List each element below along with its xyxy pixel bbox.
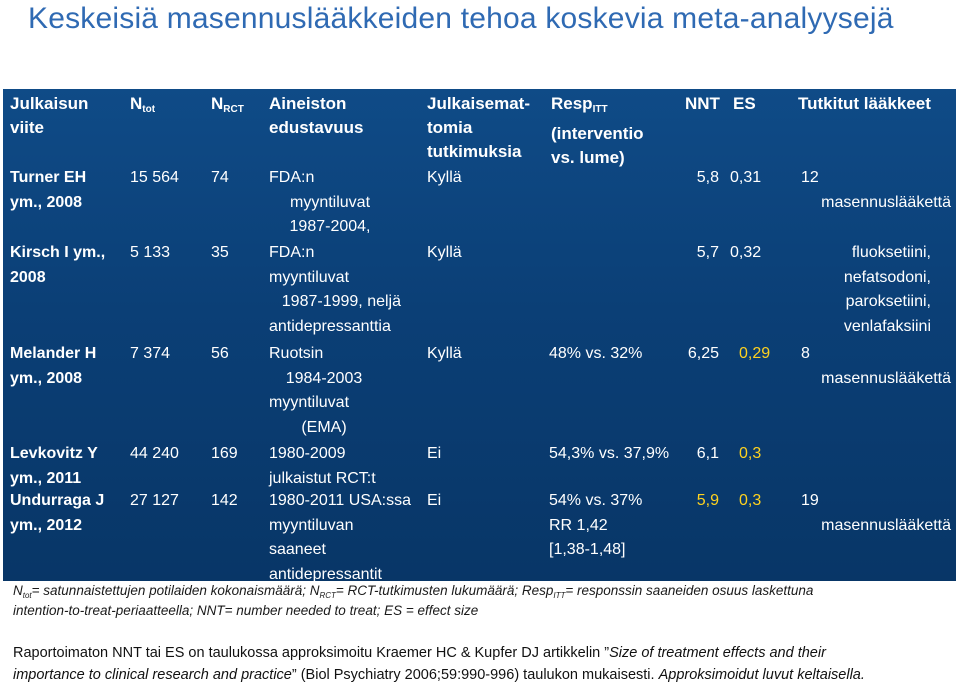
row-unpublished: Ei xyxy=(427,492,442,509)
footnote-line-2: intention-to-treat-periaatteella; NNT= number needed to treat; ES = effect size xyxy=(13,603,479,618)
row-ntot: 7 374 xyxy=(130,345,171,362)
row-nnt: 5,7 xyxy=(696,244,719,261)
row-resp: 48% vs. 32% xyxy=(549,345,643,362)
row-nrct: 74 xyxy=(211,169,229,186)
row-ntot: 15 564 xyxy=(130,169,179,186)
row-es: 0,3 xyxy=(739,445,762,462)
row-ref: Levkovitz Y ym., 2011 xyxy=(10,445,98,487)
header-resp: Resp$_{ITT}$ (interventio vs. lume) xyxy=(551,94,644,167)
row-material: 1980-2009 julkaistut RCT:t xyxy=(269,445,376,487)
row-ref: Kirsch I ym., 2008 xyxy=(10,244,106,286)
row-drugs: 8 masennuslääkettä xyxy=(801,345,951,387)
row-es: 0,29 xyxy=(739,345,771,362)
header-nrct: $N_{RCT}$ xyxy=(211,94,244,115)
header-drugs: Tutkitut lääkkeet xyxy=(798,94,931,113)
header-material: Aineiston edustavuus xyxy=(269,94,364,137)
row-es: 0,3 xyxy=(739,492,762,509)
row-drugs: 19 masennuslääkettä xyxy=(801,492,951,534)
source-note-line-2: importance to clinical research and practice” (Biol Psychiatry 2006;59:990-996) taulukon mukaisesti. Approksimoidut luvut keltaisella. xyxy=(13,667,865,683)
header-es: ES xyxy=(733,94,756,113)
header-nnt: NNT xyxy=(685,94,720,113)
row-resp: 54% vs. 37% RR 1,42 [1,38-1,48] xyxy=(549,492,643,558)
row-nnt: 6,1 xyxy=(696,445,719,462)
row-nnt: 6,25 xyxy=(687,345,719,362)
footnote-line-1: $N_{tot}=$ satunnaistettujen potilaiden kokonaismäärä; $N_{RCT}=$ RCT-tutkimusten lukumäärä; Resp$_{ITT}$= responssin saaneiden osuus laskettuna xyxy=(13,583,814,600)
row-ntot: 5 133 xyxy=(130,244,171,261)
row-drugs: 12 masennuslääkettä xyxy=(801,169,951,211)
source-note-line-1: Raportoimaton NNT tai ES on taulukossa approksimoitu Kraemer HC & Kupfer DJ artikkelin ”Size of treatment effects and their xyxy=(13,645,826,661)
row-ntot: 27 127 xyxy=(130,492,179,509)
row-ref: Turner EH ym., 2008 xyxy=(10,169,87,211)
header-ref: Julkaisun viite xyxy=(10,94,89,137)
slide-title: Keskeisiä masennuslääkkeiden tehoa koskevia meta-analyysejä xyxy=(28,2,894,35)
row-unpublished: Kyllä xyxy=(427,244,462,261)
row-ntot: 44 240 xyxy=(130,445,179,462)
row-material: 1980-2011 USA:ssa myyntiluvan saaneet antidepressantit xyxy=(269,492,412,583)
header-ntot: $N_{tot}$ xyxy=(130,94,156,115)
row-material: FDA:n myyntiluvat 1987-2004, xyxy=(269,169,371,235)
row-nrct: 169 xyxy=(211,445,238,462)
row-nnt: 5,8 xyxy=(696,169,719,186)
row-material: Ruotsin 1984-2003 myyntiluvat (EMA) xyxy=(269,345,363,436)
row-unpublished: Ei xyxy=(427,445,442,462)
row-es: 0,32 xyxy=(730,244,762,261)
row-nrct: 56 xyxy=(211,345,229,362)
row-unpublished: Kyllä xyxy=(427,345,462,362)
row-ref: Melander H ym., 2008 xyxy=(10,345,97,387)
row-resp: 54,3% vs. 37,9% xyxy=(549,445,670,462)
row-drugs: fluoksetiini, nefatsodoni, paroksetiini, venlafaksiini xyxy=(843,244,931,335)
row-es: 0,31 xyxy=(730,169,762,186)
row-nrct: 142 xyxy=(211,492,238,509)
row-ref: Undurraga J ym., 2012 xyxy=(10,492,105,534)
row-nnt: 5,9 xyxy=(696,492,719,509)
header-unpublished: Julkaisemat- tomia tutkimuksia xyxy=(427,94,530,161)
row-unpublished: Kyllä xyxy=(427,169,462,186)
row-nrct: 35 xyxy=(211,244,229,261)
meta-analysis-table xyxy=(3,89,956,581)
row-material: FDA:n myyntiluvat 1987-1999, neljä antidepressanttia xyxy=(269,244,401,335)
